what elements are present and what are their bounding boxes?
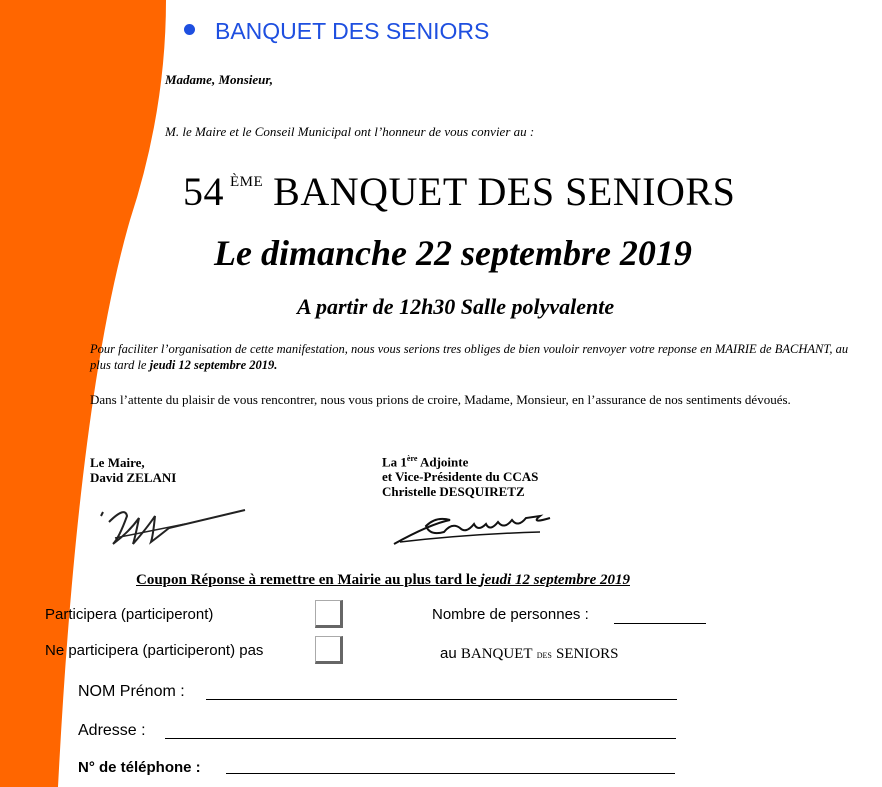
event-title: 54 $^{ÈME}$ BANQUET DES SENIORS — [183, 169, 736, 214]
au-banquet-label: au BANQUET des SENIORS — [440, 645, 619, 662]
participe-checkbox[interactable] — [315, 600, 343, 628]
instructions-paragraph: Pour faciliter l’organisation de cette manifestation, nous vous serions tres obliges de bien vouloir renvoyer votre reponse en MAIRIE de BACHANT, au plus tard le jeudi 12 septembre 2019. — [90, 342, 849, 372]
nom-label: NOM Prénom : — [78, 683, 185, 700]
mayor-signature-icon — [95, 498, 255, 550]
deputy-signatory: La 1ère Adjointe et Vice-Présidente du CCAS Christelle DESQUIRETZ — [382, 454, 539, 500]
ne-participe-checkbox[interactable] — [315, 636, 343, 664]
salutation: Madame, Monsieur, — [165, 72, 273, 87]
header-title: BANQUET DES SENIORS — [184, 18, 489, 45]
bullet-icon — [184, 24, 195, 35]
tel-label: N° de téléphone : — [78, 759, 201, 776]
event-time: A partir de 12h30 Salle polyvalente — [297, 294, 615, 319]
participe-label: Participera (participeront) — [45, 606, 214, 623]
nombre-field[interactable] — [614, 623, 706, 624]
coupon-title: Coupon Réponse à remettre en Mairie au plus tard le jeudi 12 septembre 2019 — [136, 572, 630, 588]
ne-participe-label: Ne participera (participeront) pas — [45, 642, 264, 659]
deputy-signature-icon — [390, 506, 560, 550]
mayor-signatory: Le Maire, David ZELANI — [90, 455, 177, 485]
event-date: Le dimanche 22 septembre 2019 — [214, 233, 692, 273]
nombre-label: Nombre de personnes : — [432, 606, 589, 623]
tel-field[interactable] — [226, 773, 675, 774]
adresse-label: Adresse : — [78, 722, 146, 739]
closing-paragraph: Dans l’attente du plaisir de vous rencontrer, nous vous prions de croire, Madame, Monsieur, en l’assurance de nos sentiments dévoués. — [90, 392, 791, 407]
invite-text: M. le Maire et le Conseil Municipal ont l’honneur de vous convier au : — [165, 124, 535, 139]
nom-field[interactable] — [206, 699, 677, 700]
adresse-field[interactable] — [165, 738, 676, 739]
